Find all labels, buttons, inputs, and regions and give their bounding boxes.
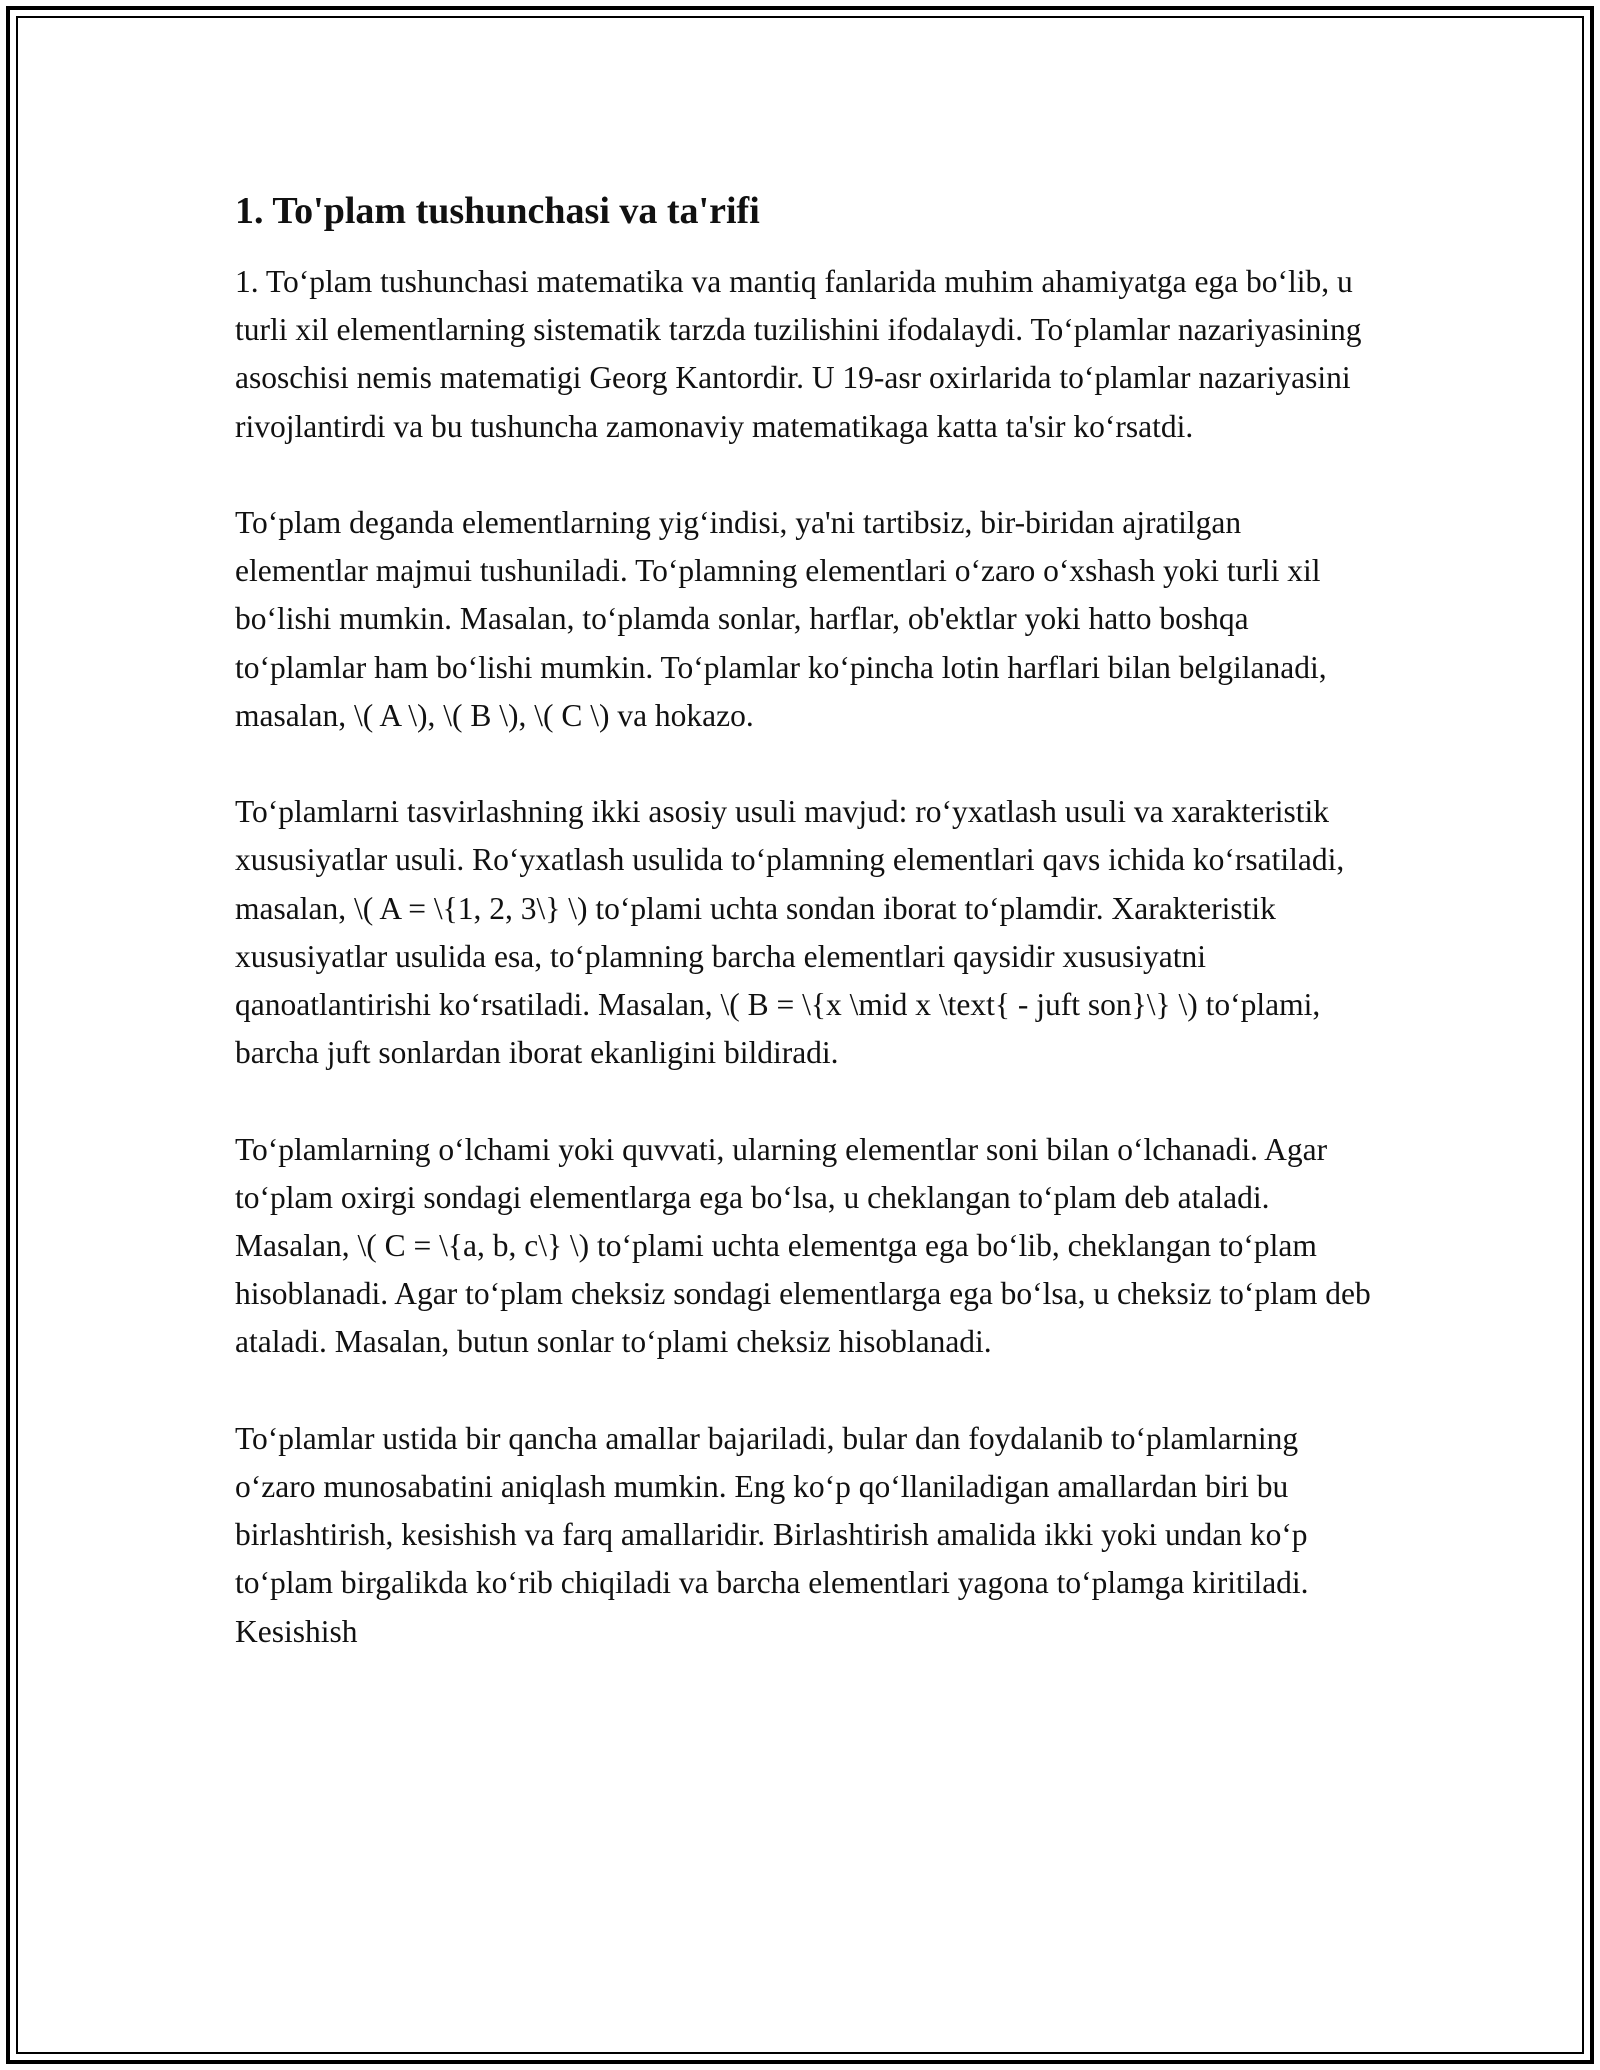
paragraph-4: To‘plamlarning o‘lchami yoki quvvati, ularning elementlar soni bilan o‘lchanadi. Agar to‘plam oxirgi sondagi elementlarga ega bo‘lsa, u cheklangan to‘plam deb ataladi. Masalan, \( C = \{a, b, c\} \) to‘plami uchta elementga ega bo‘lib, cheklangan to‘plam hisoblanadi. Agar to‘plam cheksiz sondagi elementlarga ega bo‘lsa, u cheksiz to‘plam deb ataladi. Masalan, butun sonlar to‘plami cheksiz hisoblanadi. [235,1131,1371,1360]
paragraph-1: 1. To‘plam tushunchasi matematika va mantiq fanlarida muhim ahamiyatga ega bo‘lib, u turli xil elementlarning sistematik tarzda tuzilishini ifodalaydi. To‘plamlar nazariyasining asoschisi nemis matematigi Georg Kantordir. U 19-asr oxirlarida to‘plamlar nazariyasini rivojlantirdi va bu tushuncha zamonaviy matematikaga katta ta'sir ko‘rsatdi. [235,264,1362,444]
document-title: 1. To'plam tushunchasi va ta'rifi [235,190,760,232]
paragraph-3: To‘plamlarni tasvirlashning ikki asosiy usuli mavjud: ro‘yxatlash usuli va xarakteristik xususiyatlar usuli. Ro‘yxatlash usulida to‘plamning elementlari qavs ichida ko‘rsatiladi, masalan, \( A = \{1, 2, 3\} \) to‘plami uchta sondan iborat to‘plamdir. Xarakteristik xususiyatlar usulida esa, to‘plamning barcha elementlari qaysidir xususiyatni qanoatlantirishi ko‘rsatiladi. Masalan, \( B = \{x \mid x \text{ - juft son}\} \) to‘plami, barcha juft sonlardan iborat ekanligini bildiradi. [235,794,1345,1071]
paragraph-2: To‘plam deganda elementlarning yig‘indisi, ya'ni tartibsiz, bir-biridan ajratilgan elementlar majmui tushuniladi. To‘plamning elementlari o‘zaro o‘xshash yoki turli xil bo‘lishi mumkin. Masalan, to‘plamda sonlar, harflar, ob'ektlar yoki hatto boshqa to‘plamlar ham bo‘lishi mumkin. To‘plamlar ko‘pincha lotin harflari bilan belgilanadi, masalan, \( A \), \( B \), \( C \) va hokazo. [235,505,1327,733]
paragraph-5: To‘plamlar ustida bir qancha amallar bajariladi, bular dan foydalanib to‘plamlarning o‘zaro munosabatini aniqlash mumkin. Eng ko‘p qo‘llaniladigan amallardan biri bu birlashtirish, kesishish va farq amallaridir. Birlashtirish amalida ikki yoki undan ko‘p to‘plam birgalikda ko‘rib chiqiladi va barcha elementlari yagona to‘plamga kiritiladi. Kesishish [235,1420,1309,1649]
document-body [235,186,1375,1704]
